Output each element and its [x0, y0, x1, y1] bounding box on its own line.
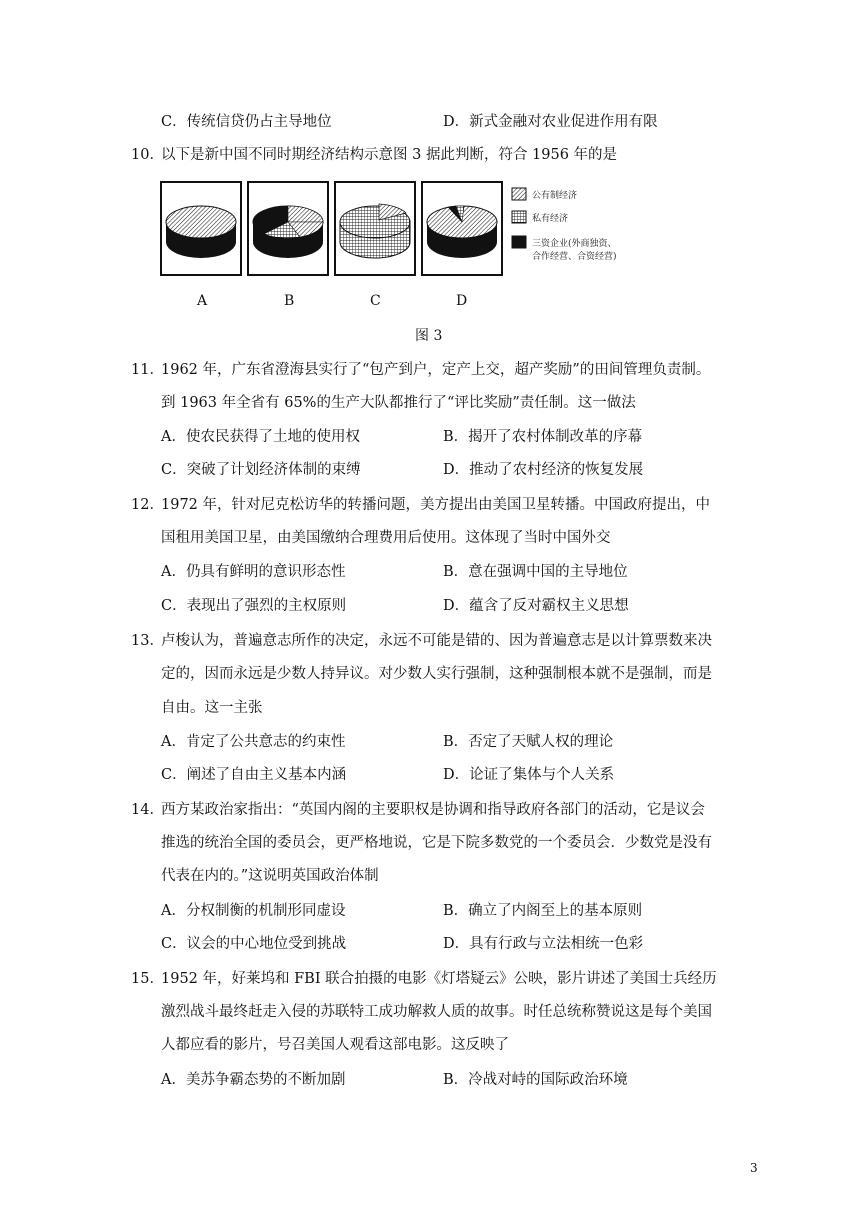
- question-stem-cont: 推选的统治全国的委员会，更严格地说，它是下院多数党的一个委员会．少数党是没有: [161, 835, 712, 851]
- option-a: A．仍具有鲜明的意识形态性: [161, 564, 346, 580]
- pie-panel-b: [248, 182, 328, 275]
- question-number: 11．: [131, 362, 164, 378]
- option-c: C．传统信贷仍占主导地位: [161, 114, 332, 130]
- question-stem: 1962 年，广东省澄海县实行了“包产到户，定产上交，超产奖励”的田间管理负责制。: [161, 362, 711, 378]
- figure-caption: 图 3: [415, 328, 443, 344]
- option-d: D．推动了农村经济的恢复发展: [443, 462, 644, 478]
- question-stem-cont: 代表在内的。”这说明英国政治体制: [161, 868, 379, 884]
- pie-panel-c: [335, 182, 415, 275]
- question-number: 12．: [131, 497, 164, 513]
- question-stem-cont: 激烈战斗最终赶走入侵的苏联特工成功解救人质的故事。时任总统称赞说这是每个美国: [161, 1004, 712, 1020]
- question-stem-cont: 国租用美国卫星，由美国缴纳合理费用后使用。这体现了当时中国外交: [161, 530, 611, 546]
- option-c: C．阐述了自由主义基本内涵: [161, 767, 347, 783]
- option-b: B．否定了天赋人权的理论: [443, 734, 614, 750]
- question-stem-cont: 自由。这一主张: [161, 700, 263, 716]
- panel-label-a: A: [197, 293, 208, 309]
- pie-panel-d: [422, 182, 502, 275]
- option-a: A．分权制衡的机制形同虚设: [161, 903, 346, 919]
- option-b: B．意在强调中国的主导地位: [443, 564, 628, 580]
- economic-structure-figure: [160, 180, 630, 280]
- option-d: D．具有行政与立法相统一色彩: [443, 936, 644, 952]
- panel-label-b: B: [284, 293, 295, 309]
- option-d: D．论证了集体与个人关系: [443, 767, 615, 783]
- option-b: B．揭开了农村体制改革的序幕: [443, 429, 643, 445]
- question-stem-cont: 人都应看的影片，号召美国人观看这部电影。这反映了: [161, 1037, 509, 1053]
- question-number: 13．: [131, 633, 164, 649]
- option-a: A．美苏争霸态势的不断加剧: [161, 1072, 346, 1088]
- option-c: C．议会的中心地位受到挑战: [161, 936, 347, 952]
- legend-private: 私有经济: [532, 214, 569, 224]
- option-c: C．表现出了强烈的主权原则: [161, 598, 347, 614]
- option-a: A．肯定了公共意志的约束性: [161, 734, 346, 750]
- option-b: B．确立了内阁至上的基本原则: [443, 903, 643, 919]
- question-stem: 卢梭认为，普遍意志所作的决定，永远不可能是错的、因为普遍意志是以计算票数来决: [161, 633, 712, 649]
- chart-legend: [512, 188, 617, 262]
- question-number: 14．: [131, 802, 164, 818]
- legend-joint-cont: 合作经营、合资经营): [532, 252, 617, 262]
- question-number: 15．: [131, 971, 164, 987]
- question-stem: 西方某政治家指出：“英国内阁的主要职权是协调和指导政府各部门的活动，它是议会: [161, 802, 705, 818]
- legend-joint: 三资企业(外商独资、: [532, 239, 617, 249]
- option-d: D．新式金融对农业促进作用有限: [443, 114, 658, 130]
- page-number: 3: [750, 1161, 758, 1175]
- panel-label-c: C: [370, 293, 381, 309]
- question-number: 10．: [131, 147, 164, 163]
- option-b: B．冷战对峙的国际政治环境: [443, 1072, 628, 1088]
- question-stem: 1952 年，好莱坞和 FBI 联合拍摄的电影《灯塔疑云》公映，影片讲述了美国士兵经历: [161, 971, 717, 987]
- question-stem-cont: 定的，因而永远是少数人持异议。对少数人实行强制，这种强制根本就不是强制，而是: [161, 666, 712, 682]
- pie-panel-a: [161, 182, 241, 275]
- question-stem-cont: 到 1963 年全省有 65%的生产大队都推行了“评比奖励”责任制。这一做法: [161, 395, 636, 411]
- legend-public: 公有制经济: [532, 191, 578, 201]
- panel-label-d: D: [456, 293, 468, 309]
- question-stem: 1972 年，针对尼克松访华的转播问题，美方提出由美国卫星转播。中国政府提出，中: [161, 497, 711, 513]
- option-d: D．蕴含了反对霸权主义思想: [443, 598, 629, 614]
- option-c: C．突破了计划经济体制的束缚: [161, 462, 361, 478]
- option-a: A．使农民获得了土地的使用权: [161, 429, 360, 445]
- question-stem: 以下是新中国不同时期经济结构示意图 3 据此判断，符合 1956 年的是: [161, 147, 618, 163]
